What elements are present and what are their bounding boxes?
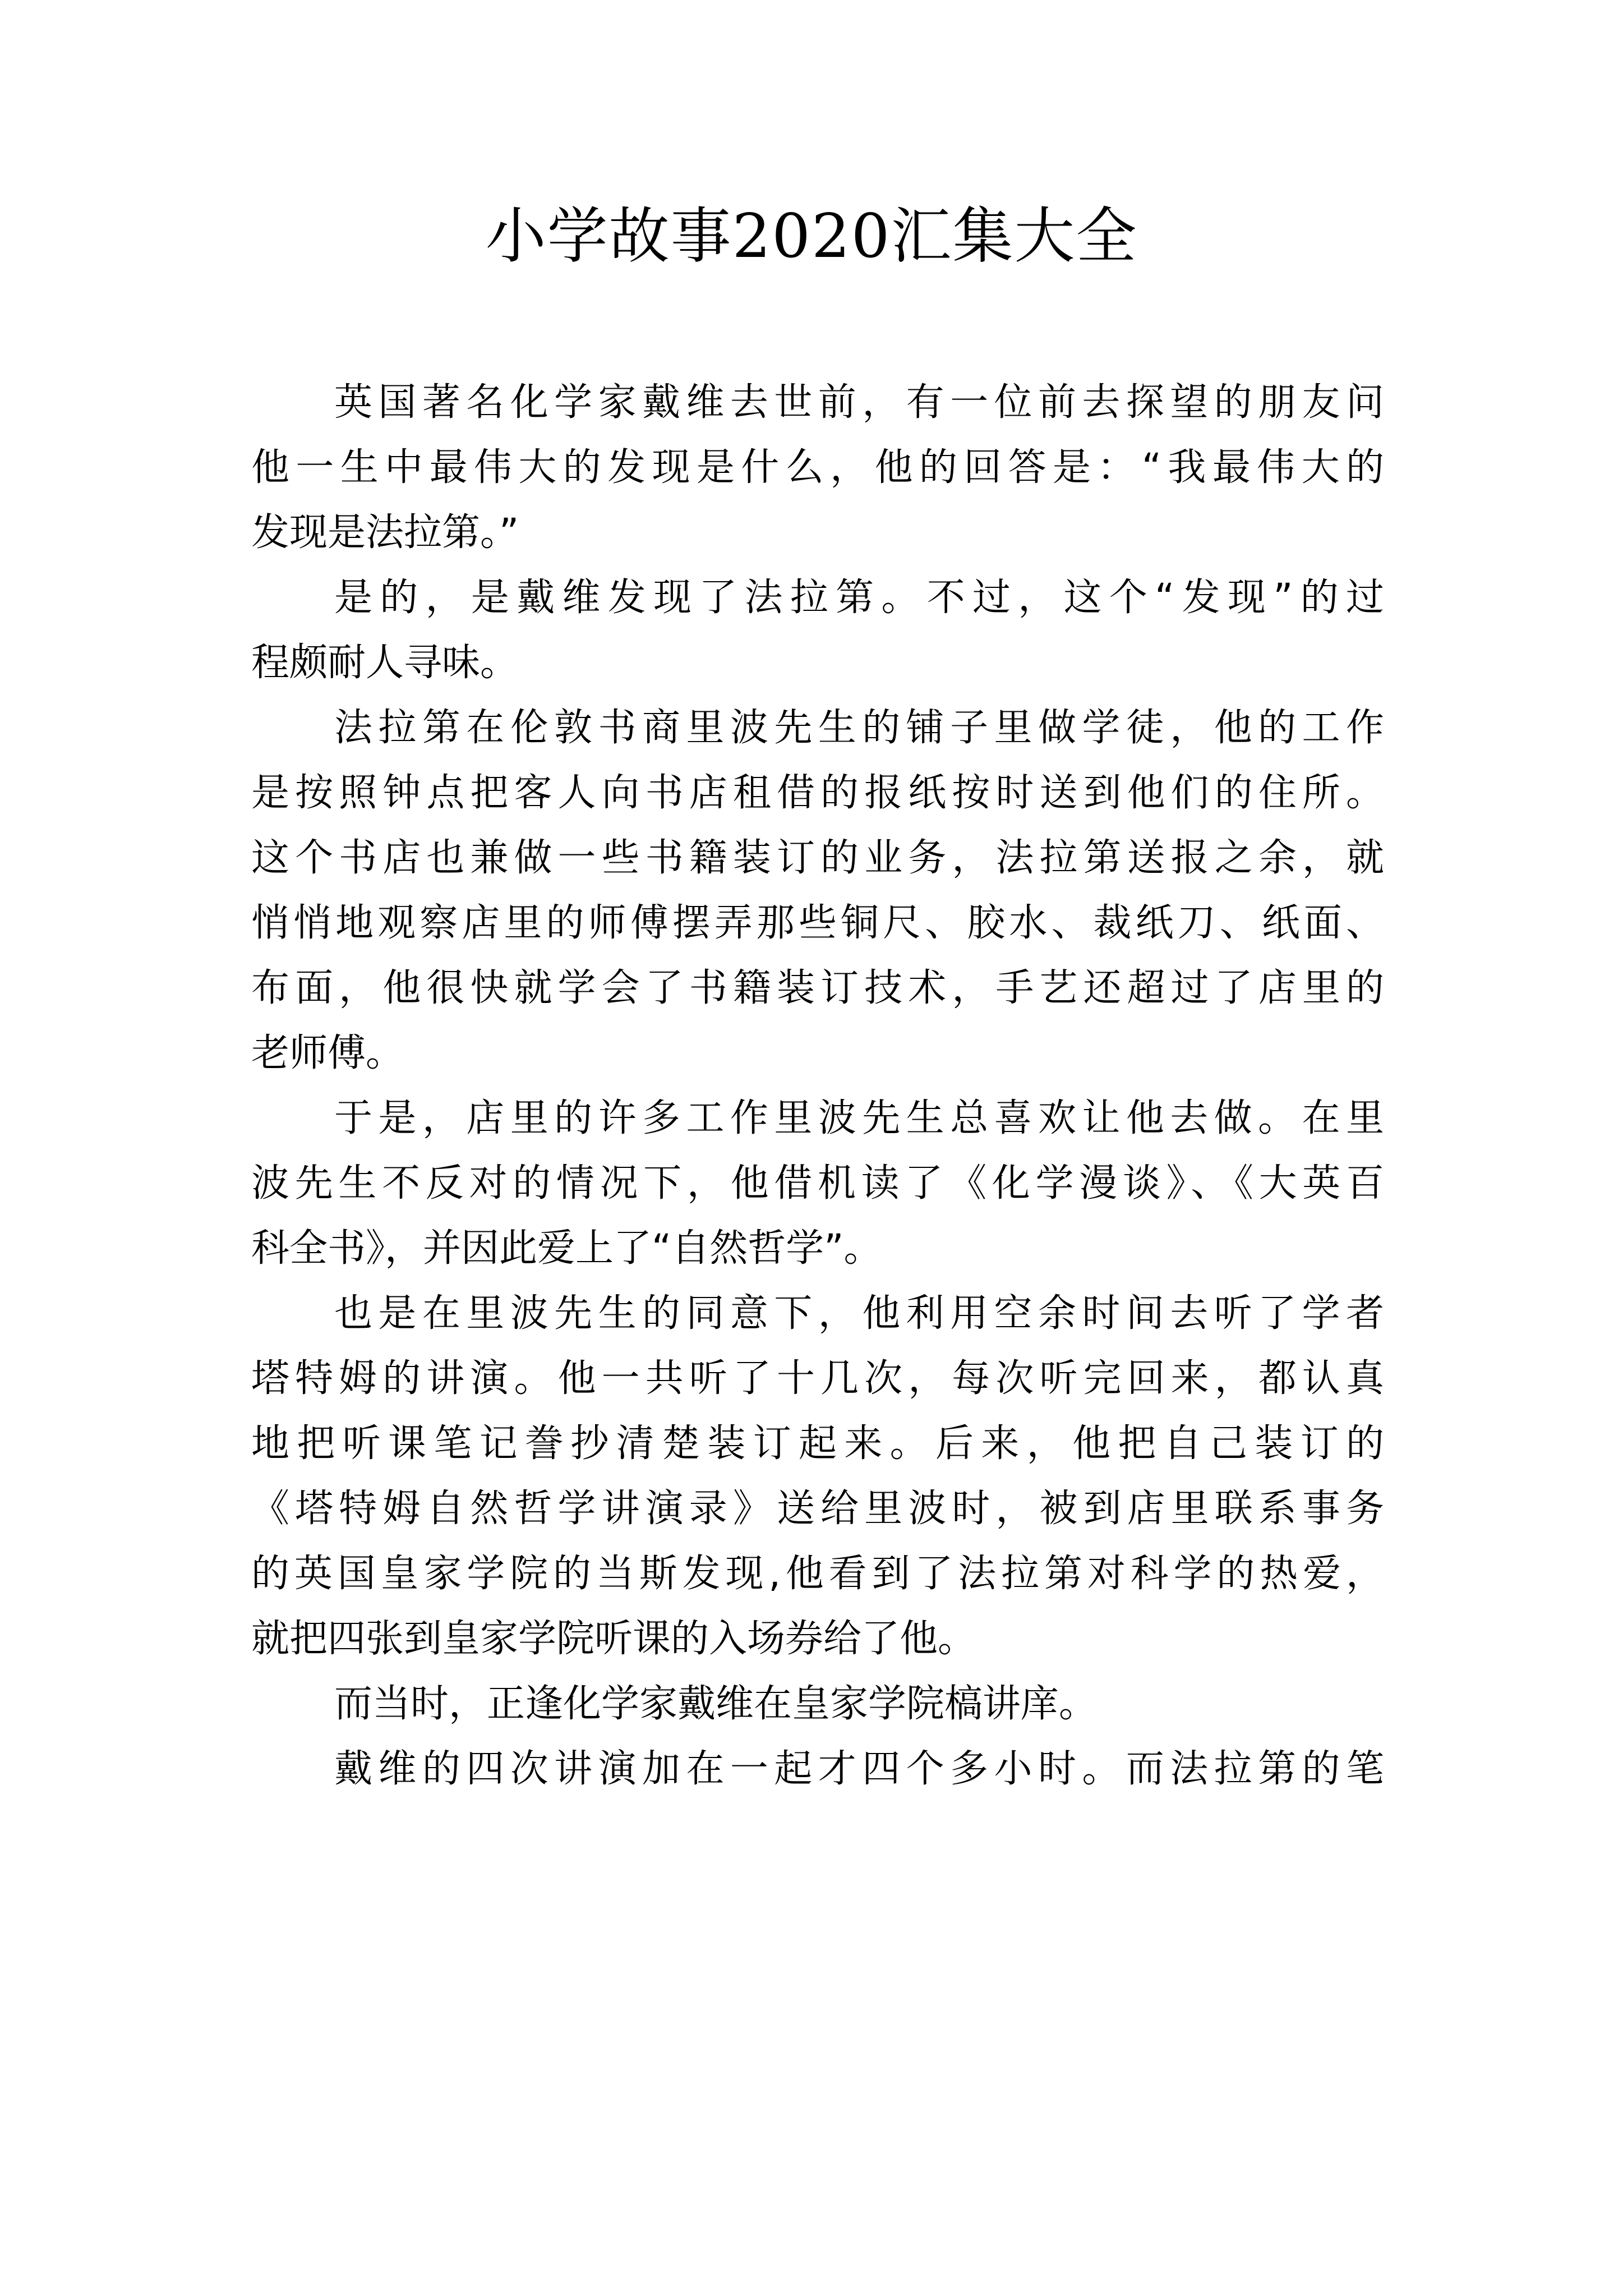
paragraph-line: 程颇耐人寻味。 [251, 641, 519, 685]
paragraph-line: 英国著名化学家戴维去世前，有一位前去探望的朋友问 [334, 380, 1384, 425]
paragraph-line: 《塔特姆自然哲学讲演录》送给里波时，被到店里联系事务 [251, 1487, 1384, 1531]
paragraph-line: 塔特姆的讲演。他一共听了十几次，每次听完回来，都认真 [251, 1356, 1384, 1401]
page-title: 小学故事2020汇集大全 [485, 201, 1138, 272]
paragraph-line: 就把四张到皇家学院听课的入场券给了他。 [251, 1617, 976, 1661]
paragraph-line: 地把听课笔记誊抄清楚装订起来。后来，他把自己装订的 [251, 1421, 1384, 1466]
paragraph-line: 发现是法拉第。” [251, 510, 519, 555]
paragraph-line: 这个书店也兼做一些书籍装订的业务，法拉第送报之余，就 [251, 836, 1384, 880]
paragraph-line: 老师傅。 [251, 1031, 404, 1075]
paragraph-line: 他一生中最伟大的发现是什么，他的回答是：“我最伟大的 [251, 445, 1384, 490]
paragraph-line: 而当时，正逢化学家戴维在皇家学院槁讲庠。 [334, 1682, 1098, 1726]
paragraph-line: 也是在里波先生的同意下，他利用空余时间去听了学者 [334, 1291, 1384, 1336]
paragraph-line: 悄悄地观察店里的师傅摆弄那些铜尺、胶水、裁纸刀、纸面、 [251, 901, 1384, 945]
paragraph-line: 法拉第在伦敦书商里波先生的铺子里做学徒，他的工作 [334, 706, 1384, 750]
paragraph-line: 是按照钟点把客人向书店租借的报纸按时送到他们的住所。 [251, 771, 1384, 815]
paragraph-line: 科全书》，并因此爱上了“自然哲学”。 [251, 1226, 882, 1271]
paragraph-line: 戴维的四次讲演加在一起才四个多小时。而法拉第的笔 [334, 1747, 1384, 1791]
body-text [251, 370, 1384, 1802]
paragraph-line: 波先生不反对的情况下，他借机读了《化学漫谈》、《大英百 [251, 1161, 1384, 1205]
paragraph-line: 的英国皇家学院的当斯发现,他看到了法拉第对科学的热爱， [251, 1552, 1384, 1596]
paragraph-line: 于是，店里的许多工作里波先生总喜欢让他去做。在里 [334, 1096, 1384, 1140]
paragraph-line: 是的，是戴维发现了法拉第。不过，这个“发现”的过 [334, 576, 1384, 620]
paragraph-line: 布面，他很快就学会了书籍装订技术，手艺还超过了店里的 [251, 966, 1384, 1010]
